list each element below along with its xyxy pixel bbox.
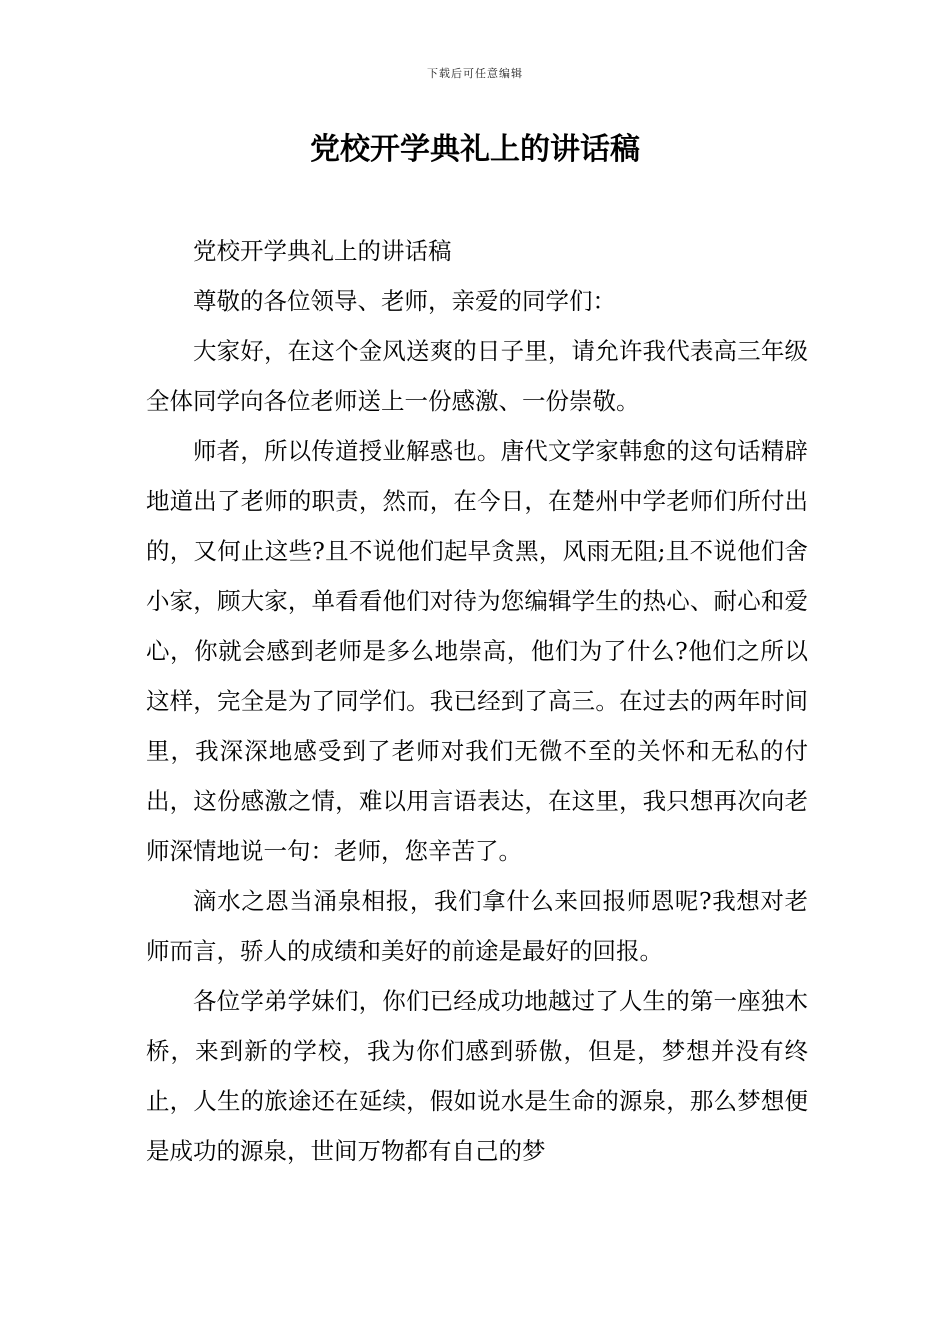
paragraph: 滴水之恩当涌泉相报，我们拿什么来回报师恩呢?我想对老师而言，骄人的成绩和美好的前途是最好的回报。 [146,887,808,965]
paragraph: 各位学弟学妹们，你们已经成功地越过了人生的第一座独木桥，来到新的学校，我为你们感到骄傲，但是，梦想并没有终止，人生的旅途还在延续，假如说水是生命的源泉，那么梦想便是成功的源泉，世间万物都有自己的梦 [146,987,808,1165]
paragraph: 师者，所以传道授业解惑也。唐代文学家韩愈的这句话精辟地道出了老师的职责，然而，在今日，在楚州中学老师们所付出的，又何止这些?且不说他们起早贪黑，风雨无阻;且不说他们舍小家，顾大家，单看看他们对待为您编辑学生的热心、耐心和爱心，你就会感到老师是多么地崇高，他们为了什么?他们之所以这样，完全是为了同学们。我已经到了高三。在过去的两年时间里，我深深地感受到了老师对我们无微不至的关怀和无私的付出，这份感激之情，难以用言语表达，在这里，我只想再次向老师深情地说一句：老师，您辛苦了。 [146,437,808,865]
paragraph-salutation: 尊敬的各位领导、老师，亲爱的同学们： [193,287,616,315]
paragraph: 大家好，在这个金风送爽的日子里，请允许我代表高三年级全体同学向各位老师送上一份感激、一份崇敬。 [146,337,808,415]
header-note: 下载后可任意编辑 [427,67,523,80]
document-body [146,226,808,1176]
document-title: 党校开学典礼上的讲话稿 [310,132,640,167]
paragraph-subtitle: 党校开学典礼上的讲话稿 [193,237,452,265]
